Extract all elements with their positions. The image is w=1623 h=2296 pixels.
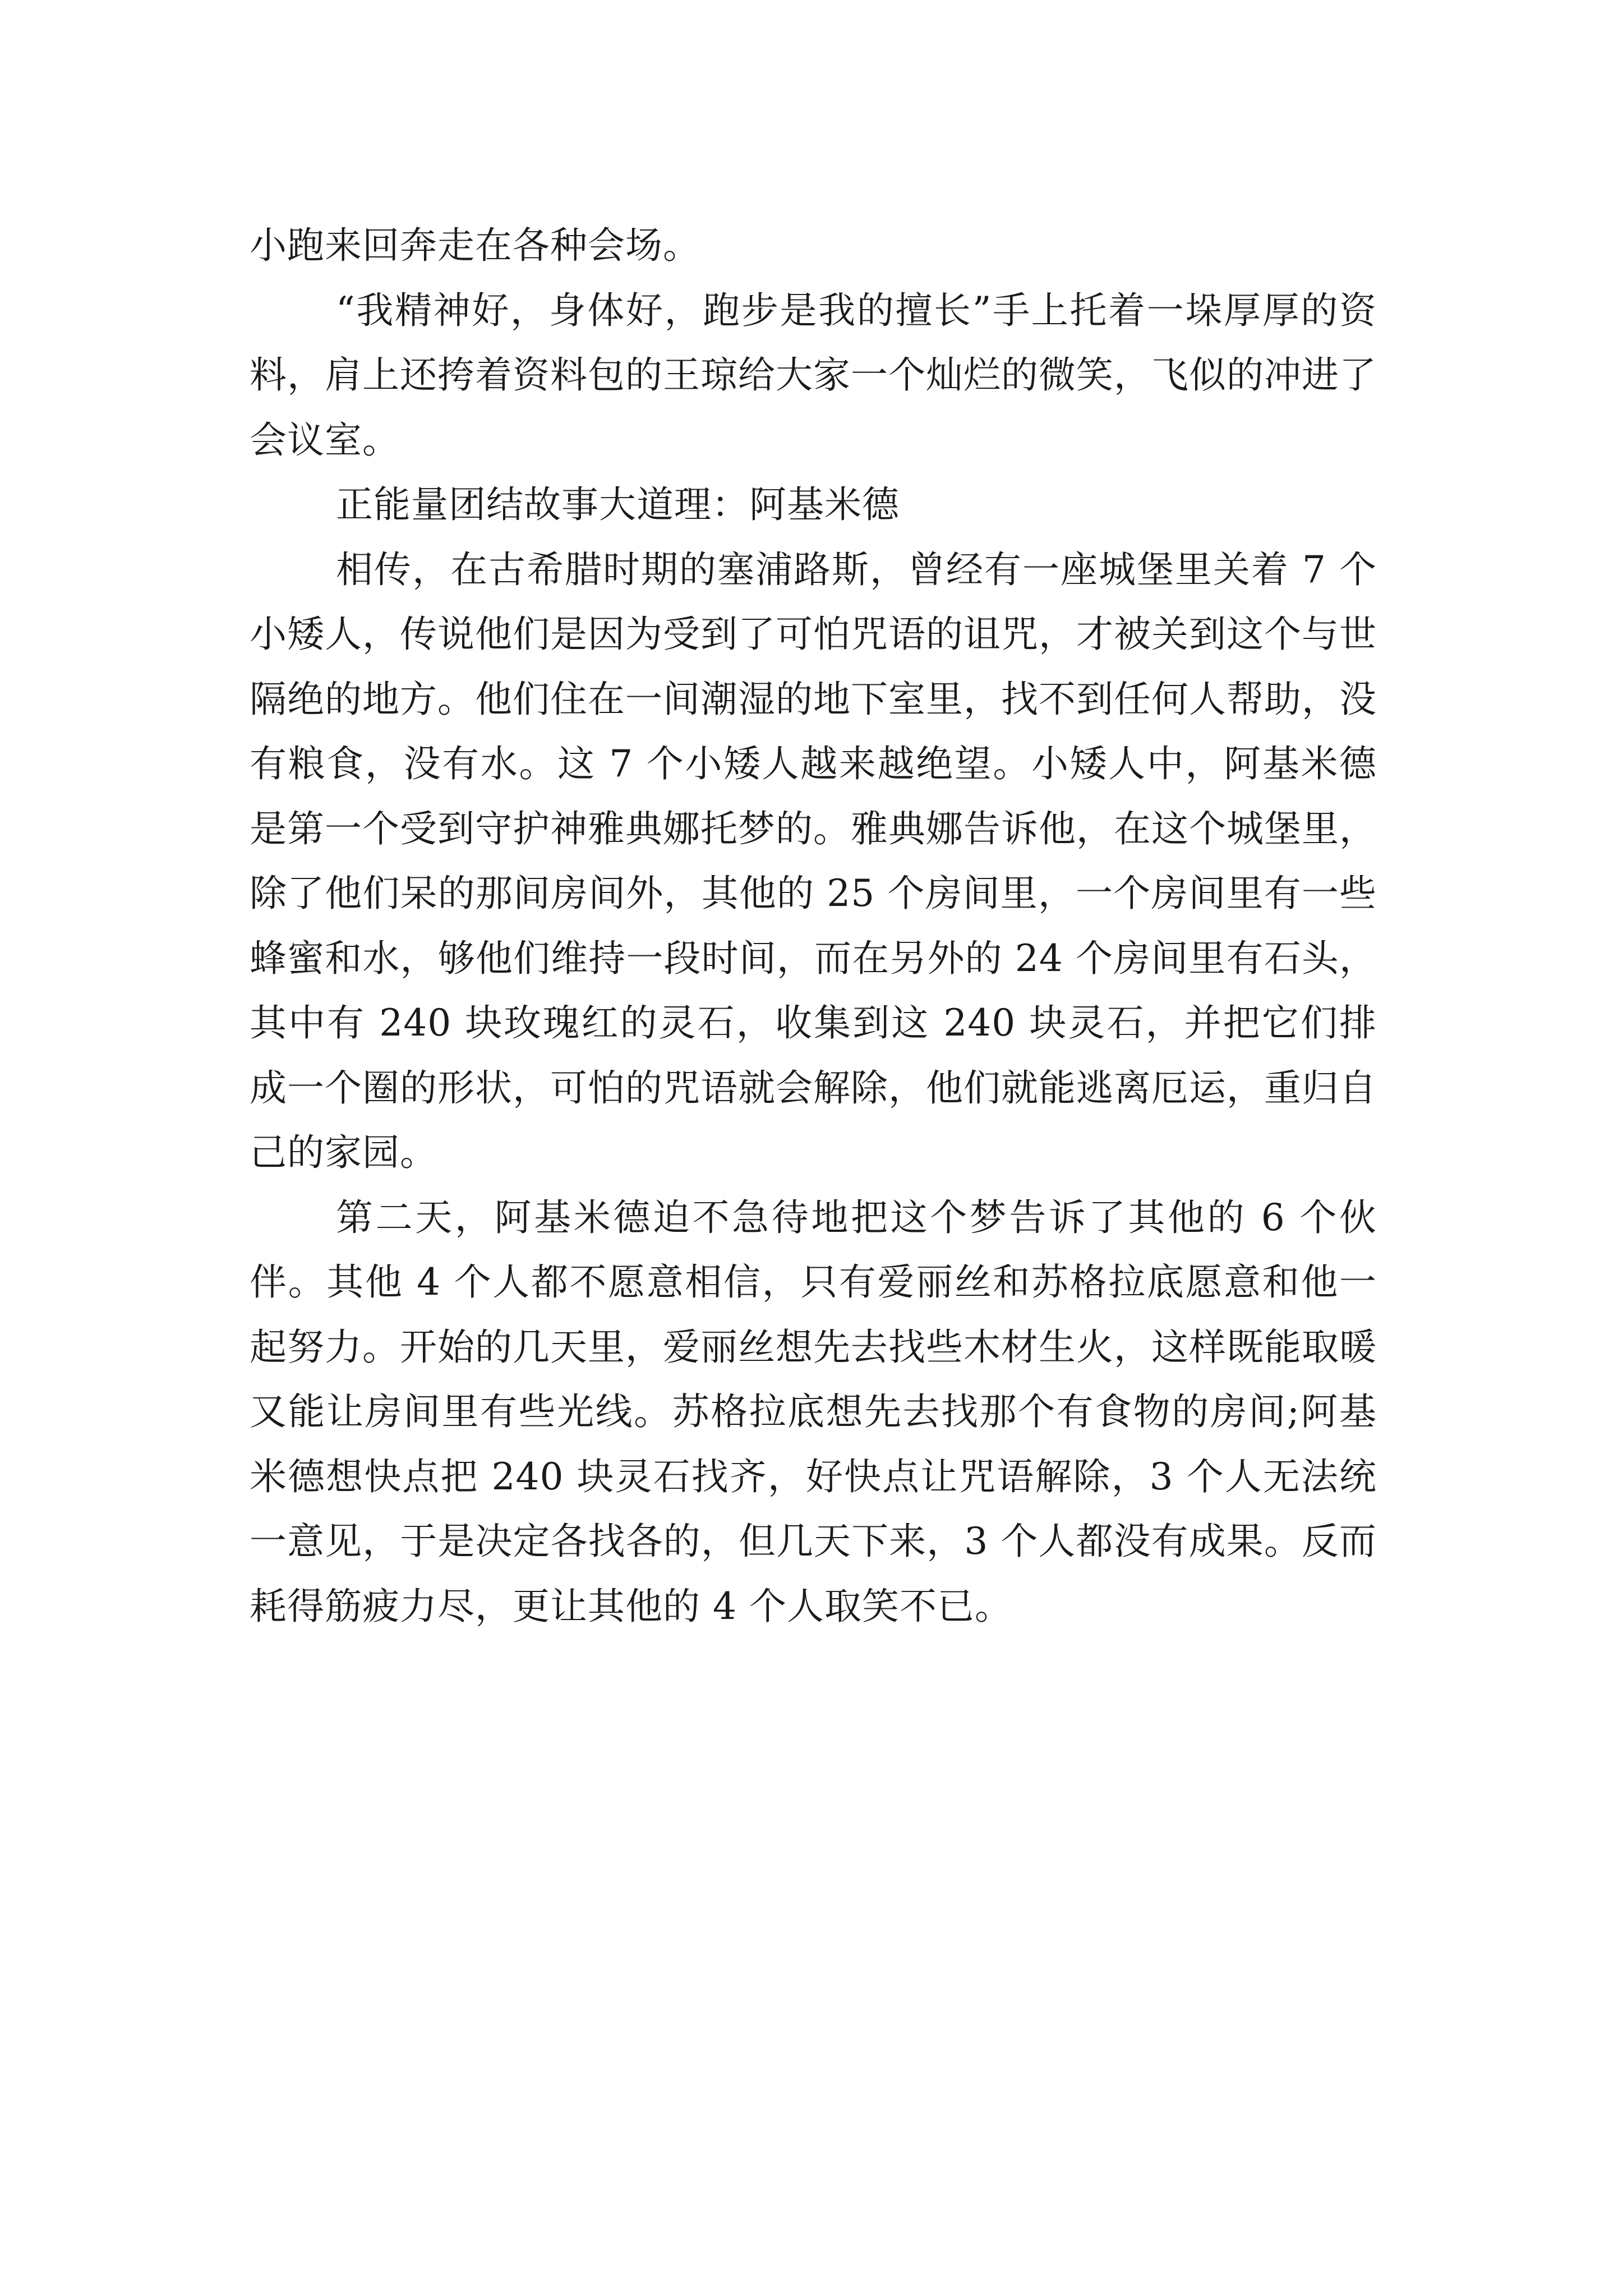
- section-heading: 正能量团结故事大道理：阿基米德: [336, 483, 900, 526]
- body-text: [250, 213, 1377, 1639]
- paragraph-story-intro: 相传，在古希腊时期的塞浦路斯，曾经有一座城堡里关着 7 个小矮人，传说他们是因为受到了可怕咒语的诅咒，才被关到这个与世隔绝的地方。他们住在一间潮湿的地下室里，找不到任何人帮助，没有粮食，没有水。这 7 个小矮人越来越绝望。小矮人中，阿基米德是第一个受到守护神雅典娜托梦的。雅典娜告诉他，在这个城堡里，除了他们呆的那间房间外，其他的 25 个房间里，一个房间里有一些蜂蜜和水，够他们维持一段时间，而在另外的 24 个房间里有石头，其中有 240 块玫瑰红的灵石，收集到这 240 块灵石，并把它们排成一个圈的形状，可怕的咒语就会解除，他们就能逃离厄运，重归自己的家园。: [250, 547, 1377, 1174]
- paragraph-story-next-day: 第二天，阿基米德迫不急待地把这个梦告诉了其他的 6 个伙伴。其他 4 个人都不愿意相信，只有爱丽丝和苏格拉底愿意和他一起努力。开始的几天里，爱丽丝想先去找些木材生火，这样既能取暖又能让房间里有些光线。苏格拉底想先去找那个有食物的房间;阿基米德想快点把 240 块灵石找齐，好快点让咒语解除，3 个人无法统一意见，于是决定各找各的，但几天下来，3 个人都没有成果。反而耗得筋疲力尽，更让其他的 4 个人取笑不已。: [250, 1195, 1377, 1628]
- paragraph-continuation: 小跑来回奔走在各种会场。: [250, 224, 700, 267]
- paragraph-quote: “我精神好，身体好，跑步是我的擅长”手上托着一垛厚厚的资料，肩上还挎着资料包的王琼给大家一个灿烂的微笑，飞似的冲进了会议室。: [250, 288, 1377, 462]
